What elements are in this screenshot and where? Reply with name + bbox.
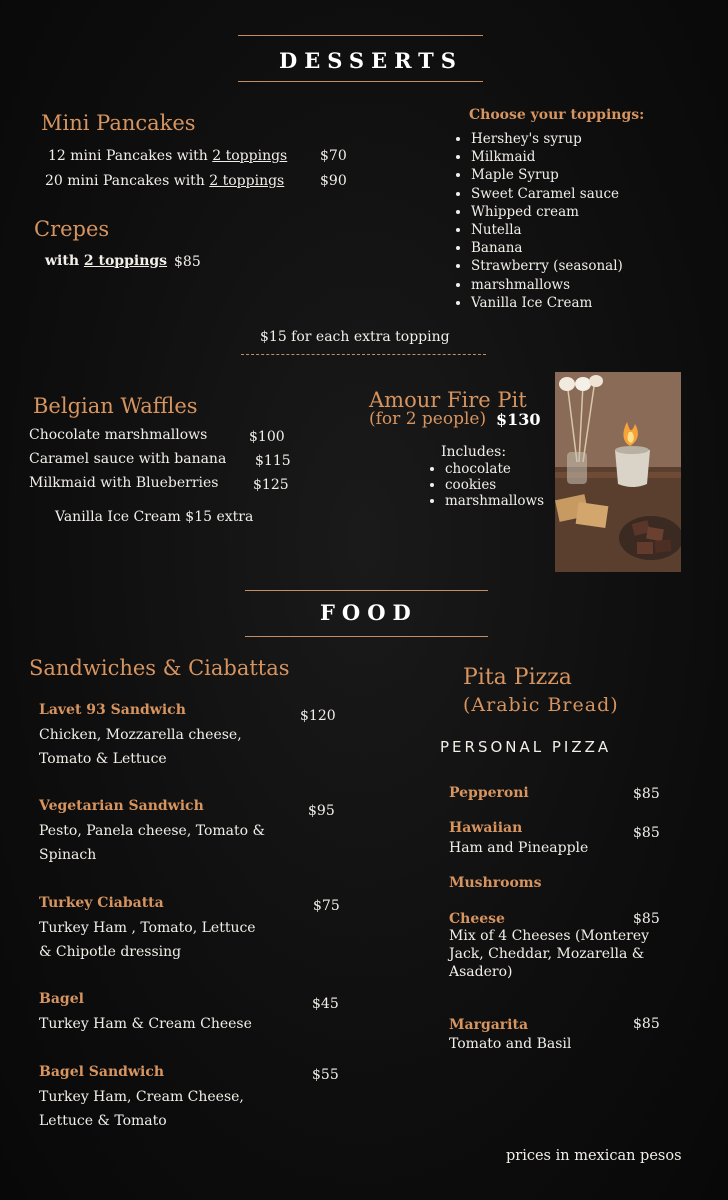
topping-item: • Sweet Caramel sauce bbox=[471, 185, 623, 203]
extra-topping-note: $15 for each extra topping bbox=[260, 329, 450, 345]
pizza-name: Pepperoni bbox=[449, 785, 529, 801]
topping-item: • Whipped cream bbox=[471, 203, 623, 221]
toppings-link[interactable]: 2 toppings bbox=[212, 148, 288, 164]
desserts-top-rule bbox=[238, 35, 483, 36]
fire-pit-subheading: (for 2 people) bbox=[369, 409, 487, 429]
sandwich-name: Bagel bbox=[39, 991, 84, 1007]
sandwich-price: $45 bbox=[312, 996, 339, 1012]
topping-item: • marshmallows bbox=[471, 276, 623, 294]
fire-pit-illustration bbox=[555, 372, 681, 572]
food-bottom-rule bbox=[245, 636, 488, 637]
fire-pit-include-item: • cookies bbox=[445, 477, 544, 493]
fire-pit-includes-list bbox=[429, 461, 544, 509]
sandwich-price: $75 bbox=[313, 898, 340, 914]
waffle-item-price: $115 bbox=[255, 453, 291, 469]
waffle-item-name: Caramel sauce with banana bbox=[29, 451, 227, 467]
topping-item: • Vanilla Ice Cream bbox=[471, 294, 623, 312]
desserts-title: DESSERTS bbox=[279, 48, 463, 73]
mini-pancakes-heading: Mini Pancakes bbox=[41, 111, 196, 135]
sandwich-price: $55 bbox=[312, 1067, 339, 1083]
mini-pancakes-20-line bbox=[45, 173, 284, 189]
topping-item: • Maple Syrup bbox=[471, 166, 623, 184]
topping-item: • Nutella bbox=[471, 221, 623, 239]
pizza-desc: Ham and Pineapple bbox=[449, 840, 589, 856]
pizza-price: $85 bbox=[633, 825, 660, 841]
waffle-item-name: Milkmaid with Blueberries bbox=[29, 475, 219, 491]
topping-item: • Banana bbox=[471, 239, 623, 257]
waffle-item-price: $125 bbox=[253, 477, 289, 493]
sandwich-desc: Chicken, Mozzarella cheese, Tomato & Lettuce bbox=[39, 727, 242, 767]
mini-pancakes-20-price: $90 bbox=[320, 173, 347, 189]
toppings-heading: Choose your toppings: bbox=[469, 107, 645, 123]
sandwich-desc: Turkey Ham & Cream Cheese bbox=[39, 1016, 252, 1032]
pita-pizza-subheading: (Arabic Bread) bbox=[463, 694, 619, 716]
waffle-item-price: $100 bbox=[249, 429, 285, 445]
mini-pancakes-12-text: 12 mini Pancakes with bbox=[48, 148, 213, 164]
food-title: FOOD bbox=[320, 600, 418, 625]
sandwich-price: $120 bbox=[300, 708, 336, 724]
sandwiches-heading: Sandwiches & Ciabattas bbox=[29, 656, 290, 680]
topping-item: • Hershey's syrup bbox=[471, 130, 623, 148]
pizza-name: Hawaiian bbox=[449, 820, 523, 836]
desserts-bottom-rule bbox=[238, 81, 483, 82]
pizza-desc: Tomato and Basil bbox=[449, 1036, 572, 1052]
toppings-link[interactable]: 2 toppings bbox=[209, 173, 285, 189]
sandwich-name: Lavet 93 Sandwich bbox=[39, 702, 186, 718]
food-top-rule bbox=[245, 590, 488, 591]
pizza-price: $85 bbox=[633, 786, 660, 802]
toppings-list bbox=[455, 130, 623, 312]
mini-pancakes-12-line bbox=[48, 148, 287, 164]
sandwich-name: Vegetarian Sandwich bbox=[39, 798, 204, 814]
fire-pit-photo bbox=[555, 372, 681, 572]
fire-pit-price: $130 bbox=[496, 410, 541, 429]
fire-pit-include-item: • chocolate bbox=[445, 461, 544, 477]
crepes-line bbox=[45, 253, 167, 269]
topping-item: • Strawberry (seasonal) bbox=[471, 257, 623, 275]
pizza-desc: Mix of 4 Cheeses (Monterey Jack, Cheddar, Mozarella & Asadero) bbox=[449, 928, 650, 980]
waffle-item-name: Chocolate marshmallows bbox=[29, 427, 208, 443]
sandwich-price: $95 bbox=[308, 803, 335, 819]
pizza-name: Mushrooms bbox=[449, 875, 542, 891]
pizza-name: Margarita bbox=[449, 1017, 529, 1033]
pizza-price: $85 bbox=[633, 1016, 660, 1032]
crepes-heading: Crepes bbox=[34, 217, 110, 241]
crepes-with-text: with bbox=[45, 253, 84, 269]
personal-pizza-label: PERSONAL PIZZA bbox=[440, 738, 612, 756]
toppings-link[interactable]: 2 toppings bbox=[83, 253, 168, 269]
sandwich-name: Bagel Sandwich bbox=[39, 1064, 165, 1080]
sandwich-desc: Pesto, Panela cheese, Tomato & Spinach bbox=[39, 823, 265, 863]
sandwich-name: Turkey Ciabatta bbox=[39, 895, 164, 911]
footer-currency-note: prices in mexican pesos bbox=[506, 1148, 682, 1164]
pizza-name: Cheese bbox=[449, 911, 505, 927]
sandwich-desc: Turkey Ham , Tomato, Lettuce & Chipotle dressing bbox=[39, 920, 256, 960]
pita-pizza-heading: Pita Pizza bbox=[463, 665, 572, 690]
extra-topping-rule bbox=[241, 354, 486, 355]
sandwich-desc: Turkey Ham, Cream Cheese, Lettuce & Tomato bbox=[39, 1089, 244, 1129]
waffle-ice-cream-note: Vanilla Ice Cream $15 extra bbox=[55, 509, 254, 525]
fire-pit-include-item: • marshmallows bbox=[445, 493, 544, 509]
fire-pit-includes-label: Includes: bbox=[441, 444, 507, 460]
topping-item: • Milkmaid bbox=[471, 148, 623, 166]
crepes-price: $85 bbox=[174, 254, 201, 270]
mini-pancakes-12-price: $70 bbox=[320, 148, 347, 164]
mini-pancakes-20-text: 20 mini Pancakes with bbox=[45, 173, 210, 189]
fire-pit-heading: Amour Fire Pit bbox=[369, 388, 527, 412]
pizza-price: $85 bbox=[633, 911, 660, 927]
belgian-waffles-heading: Belgian Waffles bbox=[33, 394, 198, 418]
